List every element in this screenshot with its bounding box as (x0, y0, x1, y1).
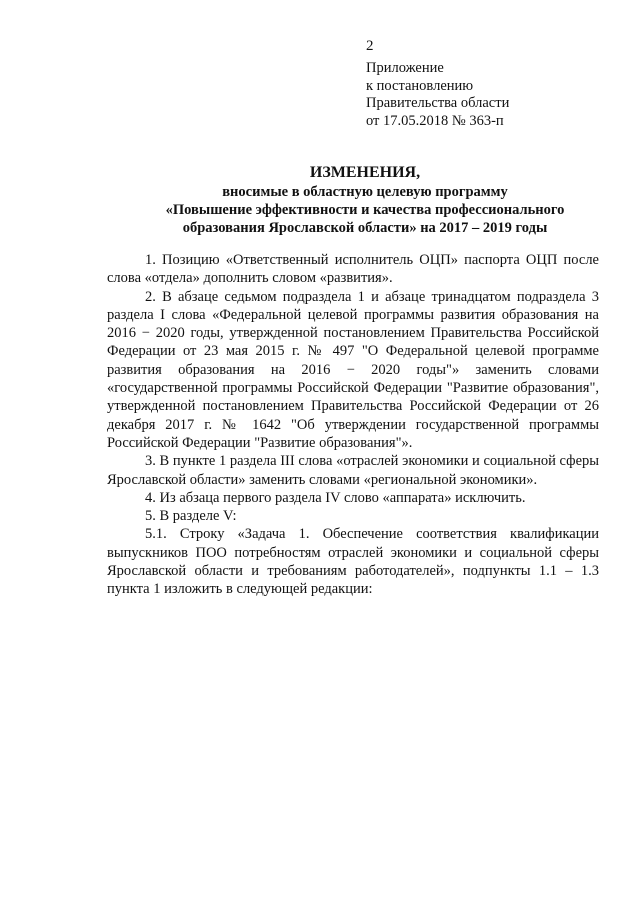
appendix-line: Правительства области (366, 95, 510, 111)
appendix-line: от 17.05.2018 № 363-п (366, 112, 504, 129)
title-line: образования Ярославской области» на 2017 – 2019 годы (182, 220, 548, 236)
document-body (107, 251, 599, 599)
paragraph: 2. В абзаце седьмом подраздела 1 и абзаце тринадцатом подраздела 3 раздела I слова «Федеральной целевой программы развития образования на 2016 − 2020 годы, утвержденной постановлением Правительства Российской Федерации от 23 мая 2015 г. № 497 "О Федеральной целевой программе развития образования на 2016 − 2020 годы"» заменить словами «государственной программы Российской Федерации "Развитие образования", утвержденной постановлением Правительства Российской Федерации от 26 декабря 2017 г. № 1642 "Об утверждении государственной программы Российской Федерации "Развитие образования"». (107, 288, 599, 451)
appendix-header (366, 60, 509, 130)
paragraph: 5. В разделе V: (145, 508, 237, 525)
title-heading: ИЗМЕНЕНИЯ, (309, 164, 421, 181)
appendix-line: к постановлению (366, 77, 474, 94)
appendix-line: Приложение (366, 60, 444, 76)
paragraph: 5.1. Строку «Задача 1. Обеспечение соответствия квалификации выпускников ПОО потребностям отраслей экономики и социальной сферы Ярославской области и требованиям работодателей», подпункты 1.1 – 1.3 пункта 1 изложить в следующей редакции: (107, 526, 599, 598)
title-line: вносимые в областную целевую программу (222, 184, 508, 200)
paragraph: 1. Позицию «Ответственный исполнитель ОЦП» паспорта ОЦП после слова «отдела» дополнить словом «развития». (107, 252, 599, 287)
paragraph: 4. Из абзаца первого раздела IV слово «аппарата» исключить. (145, 489, 526, 506)
title-line: «Повышение эффективности и качества профессионального (165, 202, 565, 218)
paragraph: 3. В пункте 1 раздела III слова «отраслей экономики и социальной сферы Ярославской области» заменить словами «региональной экономики». (107, 453, 599, 488)
document-title (95, 163, 635, 237)
page-number: 2 (366, 38, 374, 54)
